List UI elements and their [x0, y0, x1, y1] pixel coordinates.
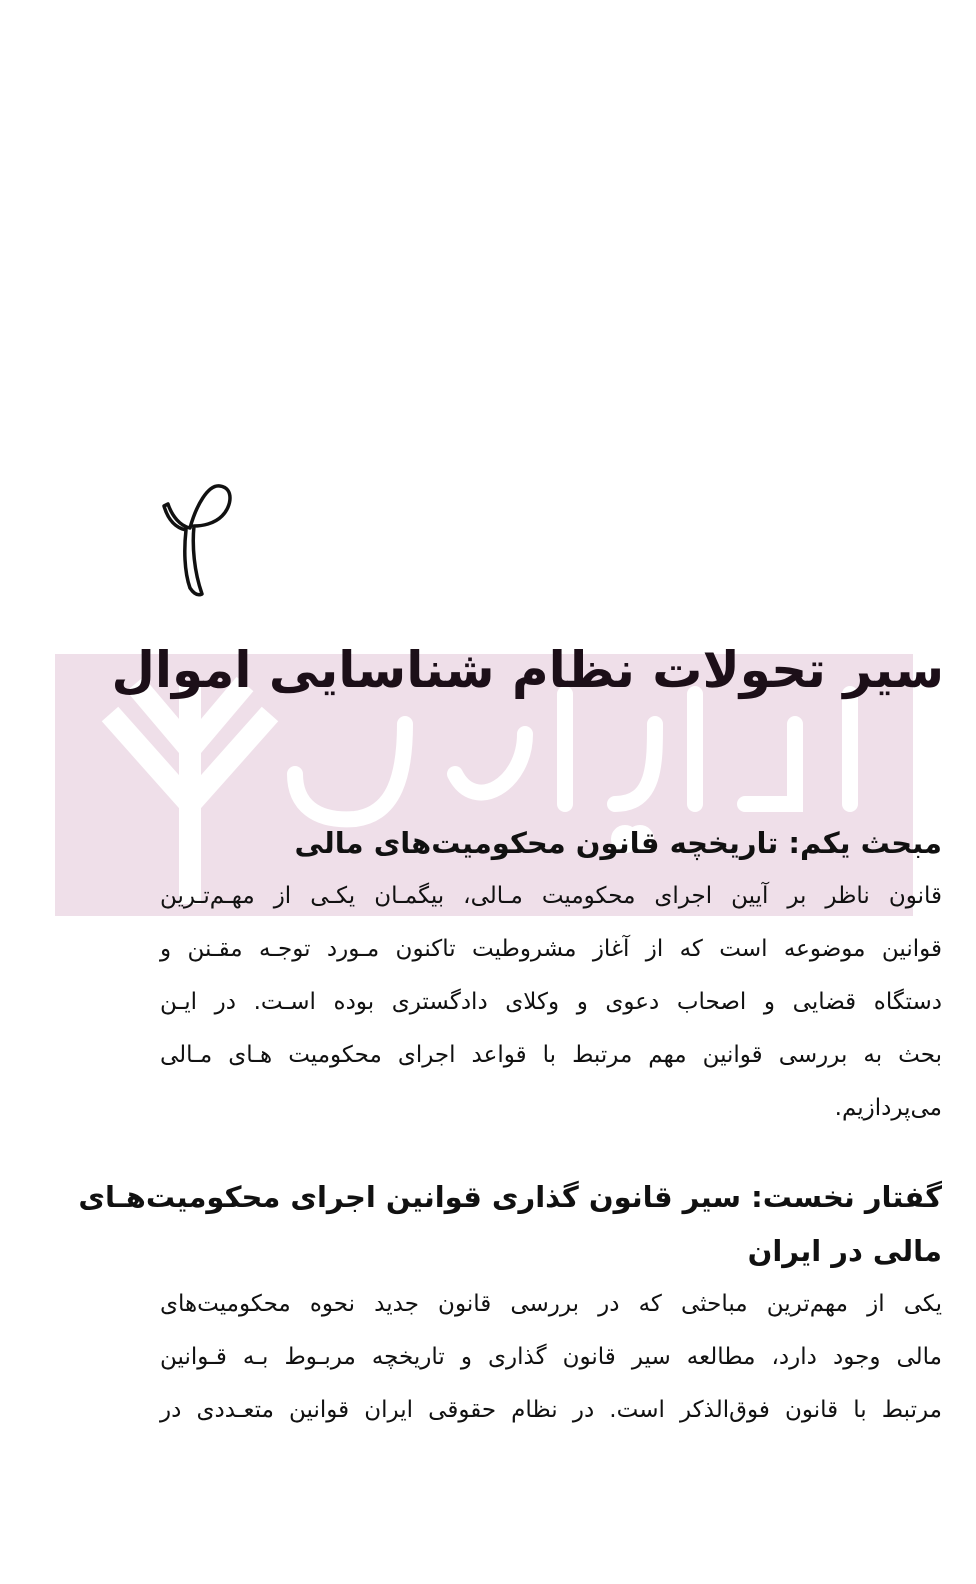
section-2-paragraph — [160, 1278, 942, 1437]
paragraph-line: دستگاه قضایی و اصحاب دعوی و وکلای دادگستری بوده اسـت. در ایـن — [160, 989, 942, 1015]
paragraph-line: مالی وجود دارد، مطالعه سیر قانون گذاری و تاریخچه مربـوط بـه قـوانین — [160, 1344, 942, 1370]
paragraph-line: مرتبط با قانون فوق‌الذکر است. در نظام حقوقی ایران قوانین متعـددی در — [160, 1397, 942, 1423]
section-1-heading: مبحث یکم: تاریخچه قانون محکومیت‌های مالی — [294, 826, 942, 860]
chapter-number — [150, 476, 240, 602]
chapter-title: سیر تحولات نظام شناسایی اموال — [111, 641, 944, 699]
paragraph-line: قوانین موضوعه است که از آغاز مشروطیت تاکنون مـورد توجـه مقـنن و — [160, 936, 942, 962]
paragraph-line: قانون ناظر بر آیین اجرای محکومیت مـالی، بیگمـان یکـی از مهـم‌تـرین — [160, 883, 942, 909]
paragraph-line: یکی از مهم‌ترین مباحثی که در بررسی قانون جدید نحوه محکومیت‌های — [160, 1291, 942, 1317]
chapter-number-glyph — [150, 476, 240, 602]
section-2-heading — [78, 1170, 942, 1278]
section-1 — [160, 816, 942, 1135]
heading-line: مالی در ایران — [747, 1234, 942, 1268]
heading-line: گفتار نخست: سیر قانون گذاری قوانین اجرای محکومیت‌هـای — [78, 1180, 942, 1214]
section-2 — [78, 1170, 942, 1437]
paragraph-line: بحث به بررسی قوانین مهم مرتبط با قواعد اجرای محکومیت هـای مـالی — [160, 1042, 942, 1068]
paragraph-line: می‌پردازیم. — [834, 1095, 942, 1121]
section-1-paragraph — [160, 870, 942, 1135]
